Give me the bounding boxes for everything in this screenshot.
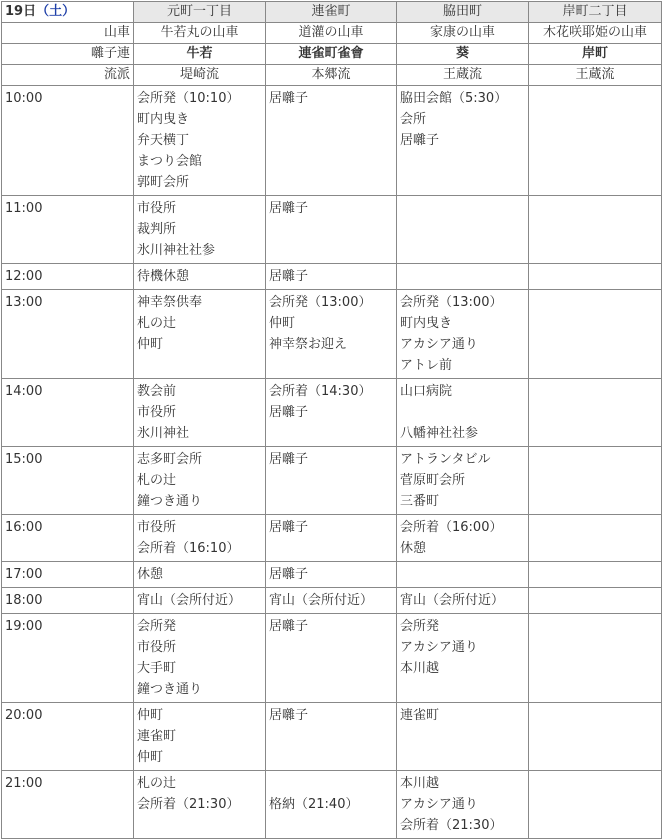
event-line: 仲町 <box>137 337 164 352</box>
event-cell <box>266 447 397 515</box>
event-cell <box>397 379 529 447</box>
row-label: 流派 <box>2 65 134 86</box>
event-line: アトランタビル <box>400 452 491 467</box>
event-cell <box>529 447 662 515</box>
music-group: 葵 <box>397 44 529 65</box>
event-cell <box>529 86 662 196</box>
row-label: 囃子連 <box>2 44 134 65</box>
event-line: 仲町 <box>269 316 296 331</box>
time-cell: 18:00 <box>2 588 134 614</box>
event-line: 八幡神社社参 <box>400 426 479 441</box>
event-cell <box>134 447 266 515</box>
event-line: 氷川神社社参 <box>137 243 216 258</box>
event-line: 居囃子 <box>400 133 440 148</box>
event-cell <box>134 771 266 839</box>
event-cell <box>266 703 397 771</box>
event-line: 本川越 <box>400 776 440 791</box>
event-line: アトレ前 <box>400 358 453 373</box>
event-line: 市役所 <box>137 201 177 216</box>
event-cell <box>397 196 529 264</box>
music-school: 王蔵流 <box>397 65 529 86</box>
event-line: 三番町 <box>400 494 440 509</box>
event-line: 脇田会館（5:30） <box>400 91 508 106</box>
event-line: 神幸祭供奉 <box>137 295 203 310</box>
event-line: 郭町会所 <box>137 175 190 190</box>
event-line: 会所着（16:00） <box>400 520 503 535</box>
event-line: 市役所 <box>137 640 177 655</box>
event-cell <box>397 290 529 379</box>
event-line: 仲町 <box>137 708 164 723</box>
time-row <box>2 86 662 196</box>
time-cell: 20:00 <box>2 703 134 771</box>
music-school: 堤崎流 <box>134 65 266 86</box>
event-cell <box>266 264 397 290</box>
town-header: 脇田町 <box>397 2 529 23</box>
event-line: 居囃子 <box>269 520 309 535</box>
event-line: アカシア通り <box>400 797 478 812</box>
event-cell <box>397 264 529 290</box>
event-line: 仲町 <box>137 750 164 765</box>
event-cell <box>529 264 662 290</box>
event-cell <box>397 86 529 196</box>
event-cell <box>266 515 397 562</box>
float-name: 牛若丸の山車 <box>134 23 266 44</box>
float-name: 家康の山車 <box>397 23 529 44</box>
event-cell <box>529 379 662 447</box>
event-cell <box>134 379 266 447</box>
event-cell <box>134 264 266 290</box>
event-cell <box>529 614 662 703</box>
event-line: 会所発（13:00） <box>400 295 503 310</box>
time-cell: 14:00 <box>2 379 134 447</box>
event-line: 宵山（会所付近） <box>137 593 242 608</box>
time-cell: 17:00 <box>2 562 134 588</box>
event-line: 町内曳き <box>400 316 453 331</box>
event-cell <box>397 771 529 839</box>
header-row <box>2 2 662 23</box>
event-line: 居囃子 <box>269 619 309 634</box>
event-line: 居囃子 <box>269 269 309 284</box>
time-row <box>2 703 662 771</box>
event-line: 宵山（会所付近） <box>269 593 374 608</box>
event-cell <box>397 447 529 515</box>
event-cell <box>529 771 662 839</box>
event-cell <box>397 614 529 703</box>
event-cell <box>134 588 266 614</box>
event-line: 札の辻 <box>137 316 177 331</box>
event-line: 札の辻 <box>137 473 177 488</box>
event-cell <box>397 703 529 771</box>
event-line: 居囃子 <box>269 201 309 216</box>
event-cell <box>134 562 266 588</box>
event-line: 宵山（会所付近） <box>400 593 505 608</box>
event-cell <box>266 290 397 379</box>
event-line: 山口病院 <box>400 384 453 399</box>
time-row <box>2 515 662 562</box>
event-line: 大手町 <box>137 661 177 676</box>
event-line: 会所着（21:30） <box>137 797 240 812</box>
event-cell <box>134 86 266 196</box>
music-school: 本郷流 <box>266 65 397 86</box>
event-line: 格納（21:40） <box>269 797 359 812</box>
town-header: 連雀町 <box>266 2 397 23</box>
time-cell: 21:00 <box>2 771 134 839</box>
event-cell <box>134 290 266 379</box>
event-line: 鐘つき通り <box>137 682 203 697</box>
event-line: まつり会館 <box>137 154 203 169</box>
event-line: 会所発 <box>137 619 177 634</box>
event-cell <box>266 614 397 703</box>
event-line: 裁判所 <box>137 222 177 237</box>
event-line: 会所発 <box>400 619 440 634</box>
event-line: アカシア通り <box>400 640 478 655</box>
music-group: 牛若 <box>134 44 266 65</box>
float-name: 木花咲耶姫の山車 <box>529 23 662 44</box>
time-row <box>2 562 662 588</box>
time-row <box>2 196 662 264</box>
town-header: 岸町二丁目 <box>529 2 662 23</box>
row-label: 山車 <box>2 23 134 44</box>
event-cell <box>529 703 662 771</box>
time-cell: 19:00 <box>2 614 134 703</box>
event-line: 居囃子 <box>269 567 309 582</box>
event-line: 町内曳き <box>137 112 190 127</box>
event-cell <box>266 86 397 196</box>
event-cell <box>529 562 662 588</box>
event-cell <box>134 196 266 264</box>
event-cell <box>134 703 266 771</box>
event-cell <box>529 290 662 379</box>
event-cell <box>134 614 266 703</box>
time-cell: 11:00 <box>2 196 134 264</box>
event-line: 本川越 <box>400 661 440 676</box>
event-cell <box>397 588 529 614</box>
event-line: アカシア通り <box>400 337 478 352</box>
event-cell <box>397 515 529 562</box>
event-cell <box>529 515 662 562</box>
event-line: 会所発（10:10） <box>137 91 240 106</box>
event-line: 居囃子 <box>269 405 309 420</box>
event-cell <box>266 379 397 447</box>
time-cell: 16:00 <box>2 515 134 562</box>
event-line: 連雀町 <box>400 708 440 723</box>
event-line: 会所着（16:10） <box>137 541 240 556</box>
event-line: 会所着（14:30） <box>269 384 372 399</box>
event-cell <box>529 196 662 264</box>
music-group: 岸町 <box>529 44 662 65</box>
event-line: 居囃子 <box>269 91 309 106</box>
town-header: 元町一丁目 <box>134 2 266 23</box>
event-line: 会所着（21:30） <box>400 818 503 833</box>
time-cell: 15:00 <box>2 447 134 515</box>
music-group-row <box>2 44 662 65</box>
day-label: 19日 <box>5 4 37 19</box>
music-school: 王蔵流 <box>529 65 662 86</box>
time-row <box>2 614 662 703</box>
event-line: 連雀町 <box>137 729 177 744</box>
event-line: 神幸祭お迎え <box>269 337 348 352</box>
event-line: 志多町会所 <box>137 452 203 467</box>
date-cell <box>2 2 134 23</box>
event-cell <box>266 196 397 264</box>
event-line: 休憩 <box>137 567 164 582</box>
time-row <box>2 379 662 447</box>
event-line: 鐘つき通り <box>137 494 203 509</box>
float-name: 道灌の山車 <box>266 23 397 44</box>
weekday-label: （土） <box>36 4 76 19</box>
event-line: 待機休憩 <box>137 269 190 284</box>
time-row <box>2 290 662 379</box>
float-row <box>2 23 662 44</box>
event-line: 市役所 <box>137 405 177 420</box>
event-line: 居囃子 <box>269 708 309 723</box>
time-row <box>2 588 662 614</box>
event-line: 教会前 <box>137 384 177 399</box>
school-row <box>2 65 662 86</box>
time-cell: 12:00 <box>2 264 134 290</box>
event-cell <box>397 562 529 588</box>
schedule-table <box>1 1 662 839</box>
event-cell <box>266 562 397 588</box>
event-line: 休憩 <box>400 541 427 556</box>
event-cell <box>266 771 397 839</box>
event-cell <box>266 588 397 614</box>
event-cell <box>134 515 266 562</box>
event-line: 会所 <box>400 112 427 127</box>
event-line: 会所発（13:00） <box>269 295 372 310</box>
event-line <box>269 773 393 794</box>
event-line: 札の辻 <box>137 776 177 791</box>
time-row <box>2 264 662 290</box>
schedule-table-body <box>2 2 662 839</box>
event-line <box>400 402 525 423</box>
event-cell <box>529 588 662 614</box>
time-cell: 13:00 <box>2 290 134 379</box>
time-row <box>2 447 662 515</box>
event-line: 市役所 <box>137 520 177 535</box>
time-row <box>2 771 662 839</box>
event-line: 氷川神社 <box>137 426 190 441</box>
time-cell: 10:00 <box>2 86 134 196</box>
event-line: 居囃子 <box>269 452 309 467</box>
event-line: 弁天横丁 <box>137 133 190 148</box>
music-group: 連雀町雀會 <box>266 44 397 65</box>
event-line: 菅原町会所 <box>400 473 466 488</box>
